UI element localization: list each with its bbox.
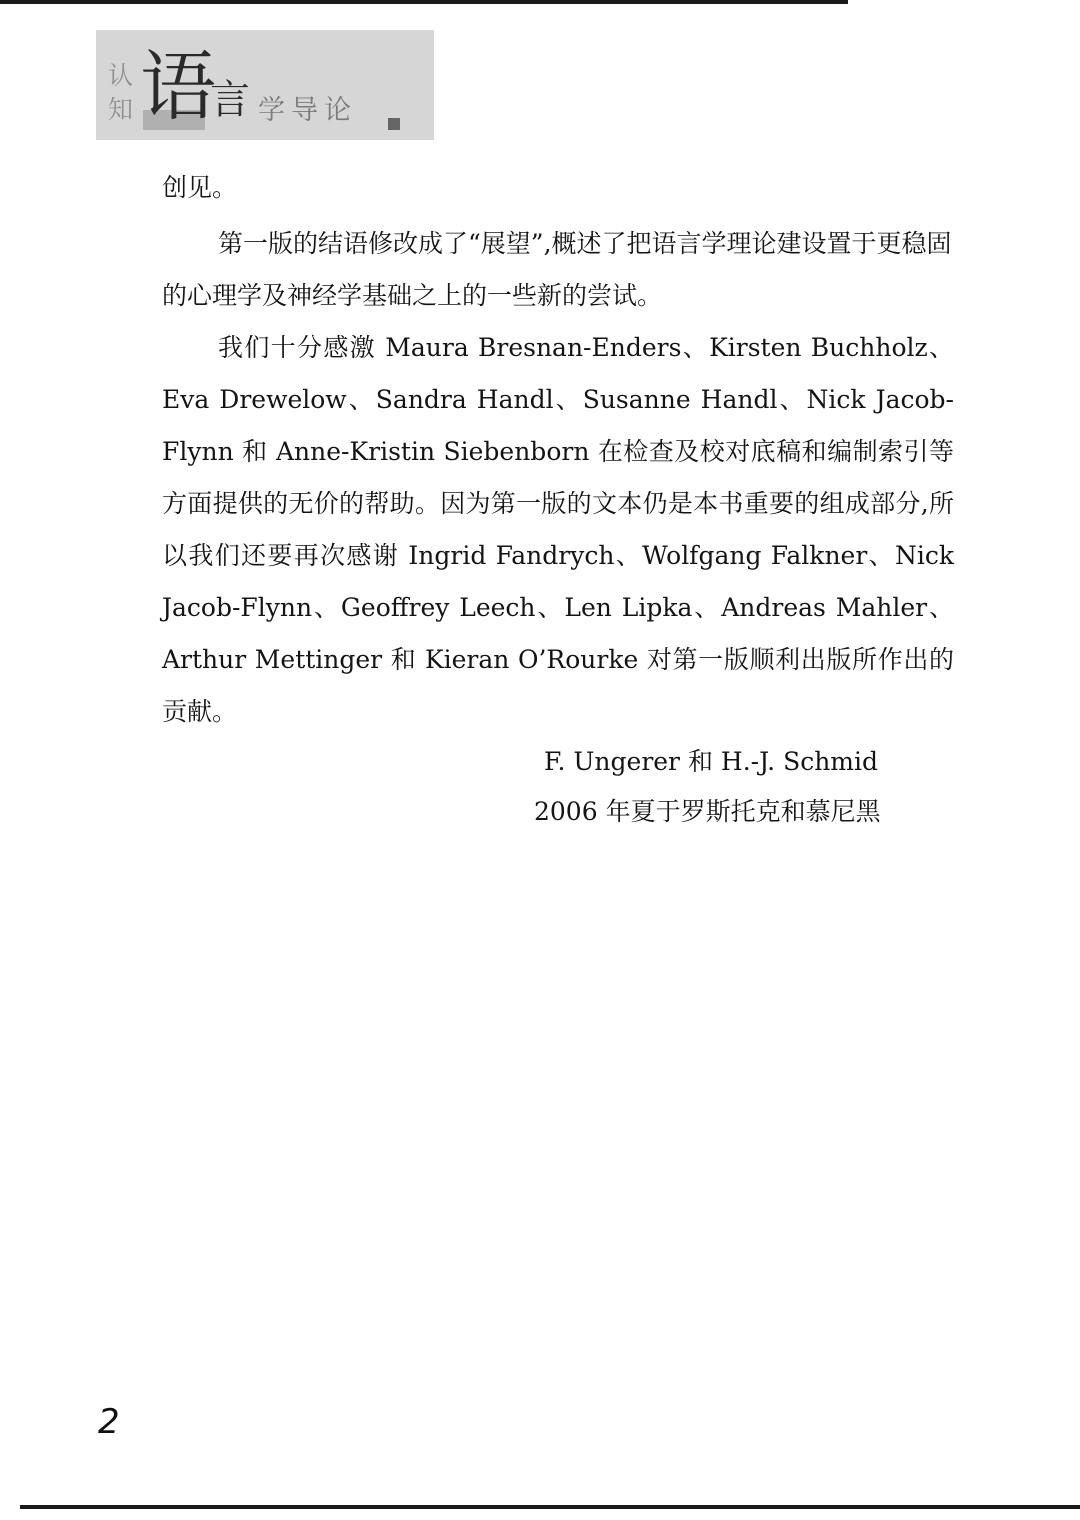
header-char-ren: 认: [108, 61, 134, 90]
header-char-yu: 语: [140, 42, 216, 131]
page-number: 2: [98, 1402, 120, 1442]
header-char-zhi: 知: [108, 95, 134, 124]
paragraph-outlook: 第一版的结语修改成了“展望”,概述了把语言学理论建设置于更稳固的心理学及神经学基础之上的一些新的尝试。: [162, 229, 952, 310]
header-subtitle: 学导论: [258, 95, 357, 126]
signature-authors: F. Ungerer 和 H.-J. Schmid: [544, 747, 879, 776]
paragraph-acknowledgements: 我们十分感激 Maura Bresnan-Enders、Kirsten Buchholz、Eva Drewelow、Sandra Handl、Susanne Handl、Nick Jacob-Flynn 和 Anne-Kristin Siebenborn 在检查及校对底稿和编制索引等方面提供的无价的帮助。因为第一版的文本仍是本书重要的组成部分,所以我们还要再次感谢 Ingrid Fandrych、Wolfgang Falkner、Nick Jacob-Flynn、Geoffrey Leech、Len Lipka、Andreas Mahler、Arthur Mettinger 和 Kieran O’Rourke 对第一版顺利出版所作出的贡献。: [162, 333, 954, 726]
header-square-mark: [388, 118, 400, 130]
header-char-yan: 言: [210, 77, 250, 123]
top-rule: [0, 0, 848, 4]
signature-place-date: 2006 年夏于罗斯托克和慕尼黑: [534, 797, 881, 826]
paragraph-continuation: 创见。: [162, 173, 238, 202]
bottom-rule: [20, 1505, 1080, 1509]
